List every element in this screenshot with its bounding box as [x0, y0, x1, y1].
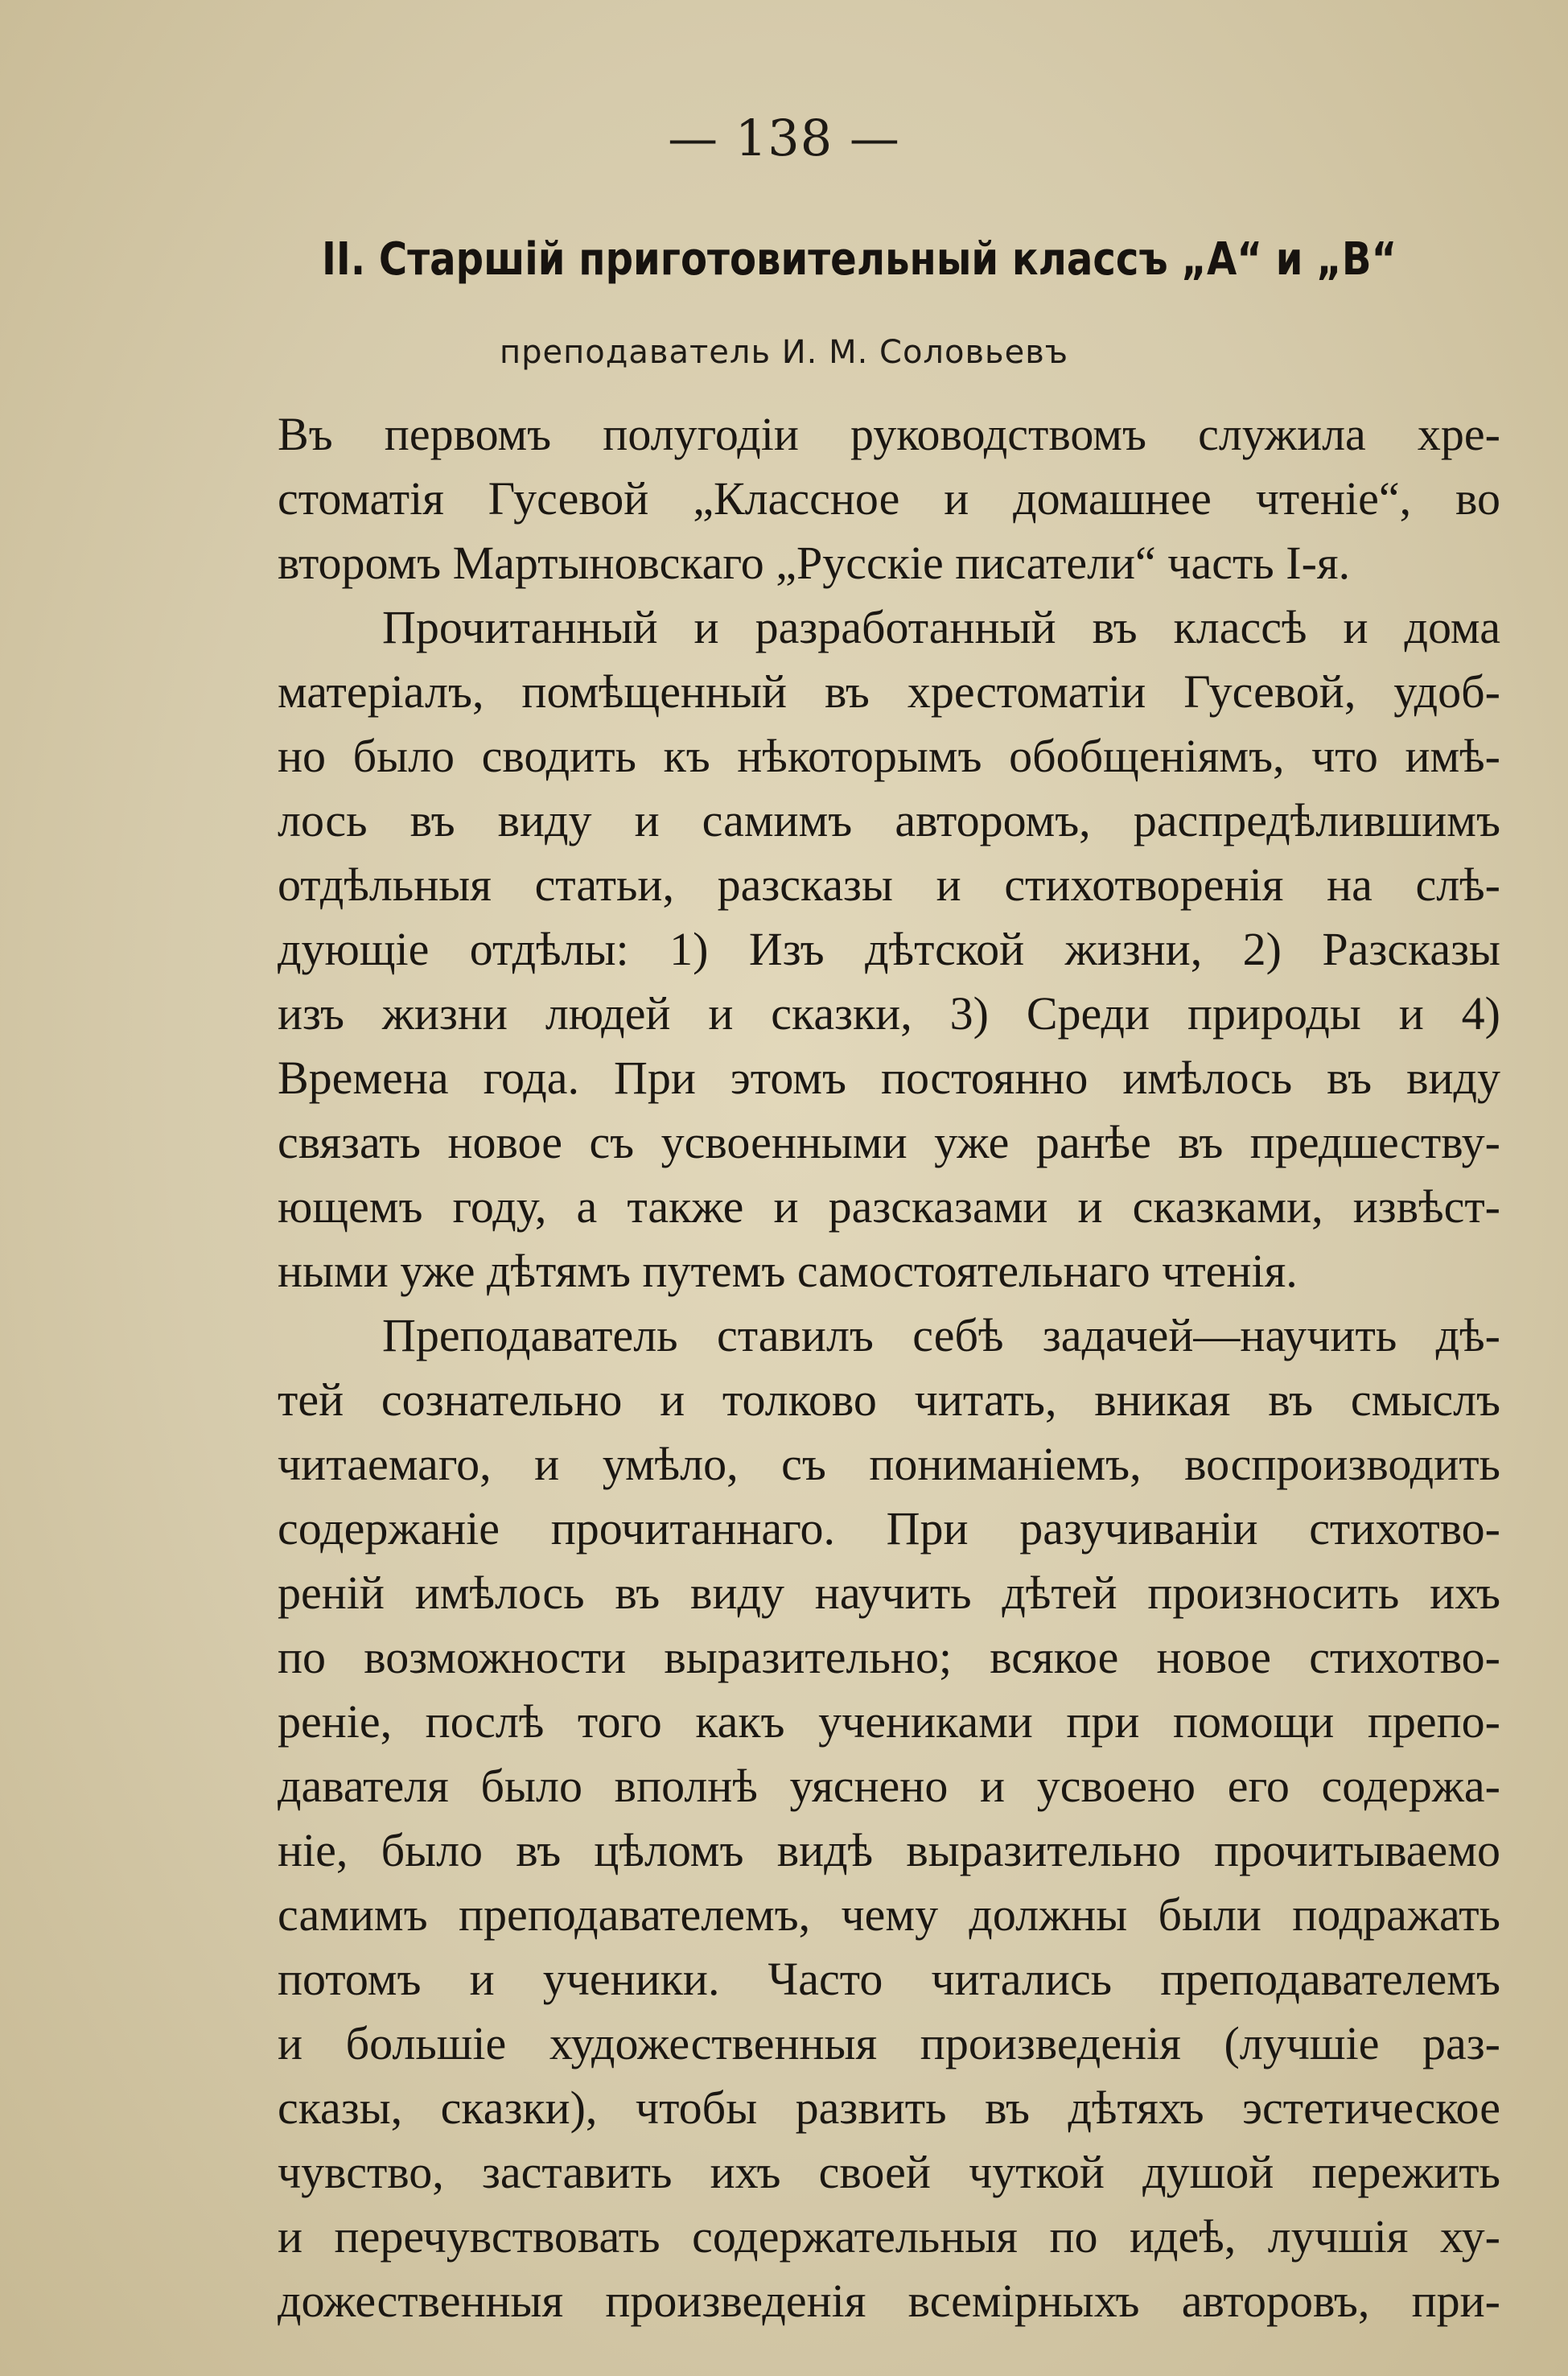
text-line: ніе, было въ цѣломъ видѣ выразительно прочитываемо — [278, 1824, 1500, 1876]
text-line: тей сознательно и толково читать, вникая въ смыслъ — [278, 1373, 1500, 1426]
text-line: и большіе художественныя произведенія (лучшіе раз- — [278, 2017, 1500, 2069]
text-line: стоматія Гусевой „Классное и домашнее чтеніе“, во — [278, 472, 1500, 525]
text-line: реніе, послѣ того какъ учениками при помощи препо- — [278, 1695, 1500, 1748]
text-line: чувство, заставить ихъ своей чуткой душой пережить — [278, 2146, 1500, 2198]
text-line: и перечувствовать содержательныя по идеѣ, лучшія ху- — [278, 2210, 1500, 2263]
text-line: читаемаго, и умѣло, съ пониманіемъ, воспроизводить — [278, 1438, 1500, 1490]
text-line: содержаніе прочитаннаго. При разучиваніи стихотво- — [278, 1502, 1500, 1554]
text-line: Времена года. При этомъ постоянно имѣлось въ виду — [278, 1052, 1500, 1104]
text-line: Прочитанный и разработанный въ классѣ и дома — [382, 601, 1500, 653]
text-line: по возможности выразительно; всякое новое стихотво- — [278, 1631, 1500, 1683]
text-line: давателя было вполнѣ уяснено и усвоено его содержа- — [278, 1760, 1500, 1812]
body-text — [278, 402, 1500, 2333]
text-line: второмъ Мартыновскаго „Русскіе писатели“ часть І-я. — [278, 537, 1351, 589]
text-line: лось въ виду и самимъ авторомъ, распредѣлившимъ — [278, 794, 1500, 846]
text-line: изъ жизни людей и сказки, 3) Среди природы и 4) — [278, 987, 1500, 1040]
teacher-line: преподаватель И. М. Соловьевъ — [499, 334, 1069, 371]
text-line: реній имѣлось въ виду научить дѣтей произносить ихъ — [278, 1567, 1500, 1619]
text-line: но было сводить къ нѣкоторымъ обобщеніямъ, что имѣ- — [278, 730, 1500, 782]
text-line: дующіе отдѣлы: 1) Изъ дѣтской жизни, 2) Разсказы — [278, 923, 1500, 975]
text-line: Въ первомъ полугодіи руководствомъ служила хре- — [278, 408, 1500, 460]
page-number: — 138 — — [668, 109, 900, 167]
text-line: Преподаватель ставилъ себѣ задачей—научить дѣ- — [382, 1309, 1500, 1361]
section-heading: II. Старшій приготовительный классъ „А“ и „В“ — [322, 233, 1397, 286]
text-line: самимъ преподавателемъ, чему должны были подражать — [278, 1888, 1500, 1941]
text-line: связать новое съ усвоенными уже ранѣе въ предшеству- — [278, 1116, 1500, 1168]
text-line: ющемъ году, а также и разсказами и сказками, извѣст- — [278, 1180, 1500, 1233]
text-line: матеріалъ, помѣщенный въ хрестоматіи Гусевой, удоб- — [278, 665, 1500, 718]
text-line: ными уже дѣтямъ путемъ самостоятельнаго чтенія. — [278, 1245, 1298, 1297]
text-line: дожественныя произведенія всемірныхъ авторовъ, при- — [278, 2275, 1500, 2327]
text-line: сказы, сказки), чтобы развить въ дѣтяхъ эстетическое — [278, 2082, 1500, 2134]
text-line: отдѣльныя статьи, разсказы и стихотворенія на слѣ- — [278, 859, 1500, 911]
text-line: потомъ и ученики. Часто читались преподавателемъ — [278, 1953, 1500, 2005]
